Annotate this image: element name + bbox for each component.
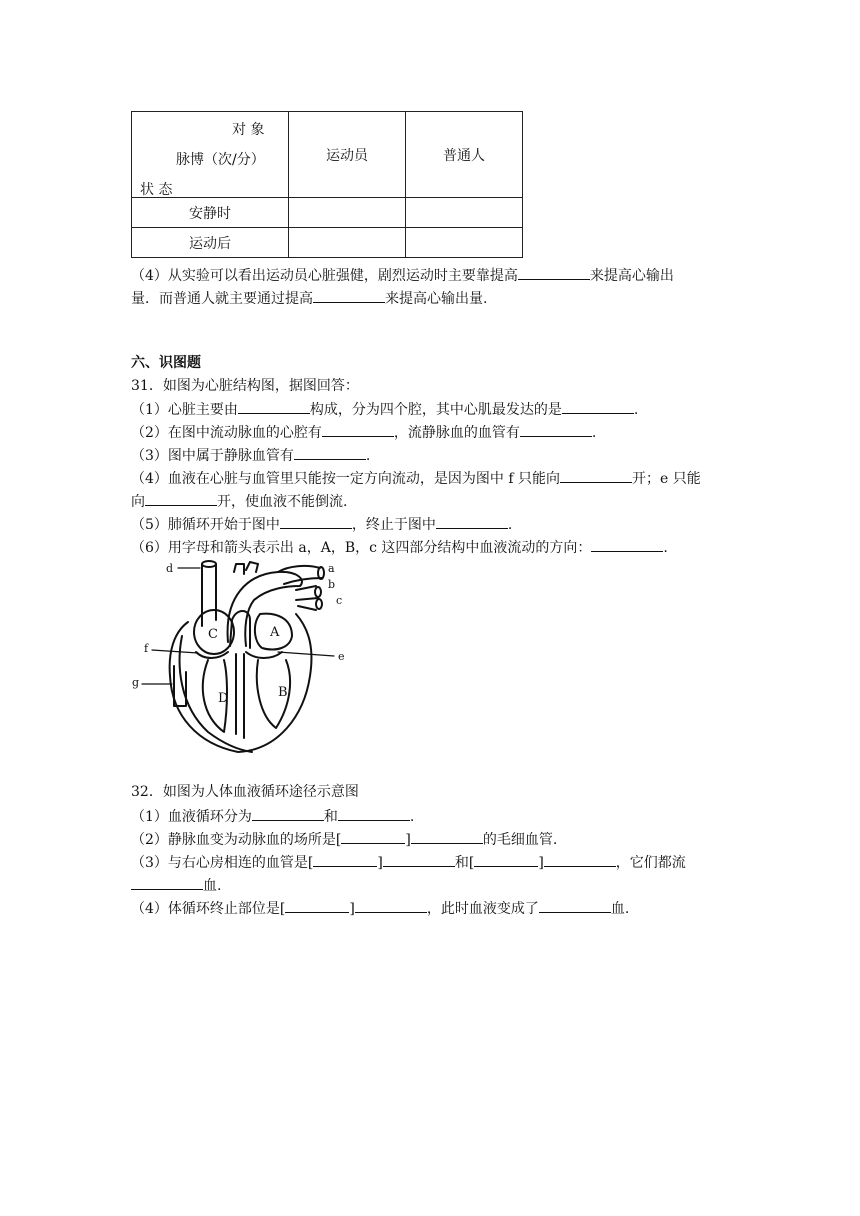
vessel-a xyxy=(278,566,322,584)
col-ordinary: 普通人 xyxy=(406,112,523,198)
answer-blank[interactable] xyxy=(280,514,352,529)
aorta xyxy=(228,572,302,646)
q30-4-line1: （4）从实验可以看出运动员心脏强健，剧烈运动时主要靠提高 来提高心输出 xyxy=(131,265,674,286)
q31-4: （4）血液在心脏与血管里只能按一定方向流动，是因为图中 f 只能向 开；e 只能 xyxy=(131,468,701,489)
section-title: 六、识图题 xyxy=(131,355,201,371)
header-state: 状 态 xyxy=(140,181,173,198)
answer-blank[interactable] xyxy=(294,445,366,460)
table-cell xyxy=(406,198,523,228)
q32-title: 32．如图为人体血液循环途径示意图 xyxy=(131,784,359,800)
q32-3-cont: 血. xyxy=(131,875,221,896)
label-f: f xyxy=(144,642,149,655)
label-D: D xyxy=(218,691,229,706)
answer-blank[interactable] xyxy=(252,806,324,821)
label-A: A xyxy=(270,625,280,640)
aortic-branches xyxy=(234,562,258,574)
answer-blank[interactable] xyxy=(562,399,634,414)
q32-1: （1）血液循环分为 和 . xyxy=(131,806,414,827)
q32-2: （2）静脉血变为动脉血的场所是[ ] 的毛细血管. xyxy=(131,829,557,850)
septum xyxy=(236,654,244,738)
label-d: d xyxy=(166,562,174,575)
answer-blank[interactable] xyxy=(131,875,203,890)
answer-blank[interactable] xyxy=(544,852,616,867)
header-object: 对 象 xyxy=(232,121,265,138)
label-C: C xyxy=(208,627,218,642)
answer-blank[interactable] xyxy=(238,399,310,414)
answer-blank[interactable] xyxy=(518,265,590,280)
row-rest: 安静时 xyxy=(132,198,289,228)
q30-4-line2: 量．而普通人就主要通过提高 来提高心输出量. xyxy=(131,288,487,309)
table-cell xyxy=(406,228,523,258)
answer-blank[interactable] xyxy=(145,491,217,506)
answer-blank[interactable] xyxy=(285,898,349,913)
table-cell xyxy=(289,198,406,228)
q31-4-cont: 向 开，使血液不能倒流. xyxy=(131,491,347,512)
q32-4: （4）体循环终止部位是[ ] ，此时血液变成了 血. xyxy=(131,898,629,919)
label-g: g xyxy=(132,676,140,689)
answer-blank[interactable] xyxy=(560,468,632,483)
answer-blank[interactable] xyxy=(313,852,377,867)
leader-f xyxy=(152,650,198,653)
answer-blank[interactable] xyxy=(341,829,405,844)
answer-blank[interactable] xyxy=(520,422,592,437)
header-pulse: 脉博（次/分） xyxy=(176,151,265,168)
answer-blank[interactable] xyxy=(383,852,455,867)
heart-diagram xyxy=(128,556,368,762)
answer-blank[interactable] xyxy=(591,537,663,552)
q31-1: （1）心脏主要由 构成，分为四个腔，其中心肌最发达的是 . xyxy=(131,399,638,420)
answer-blank[interactable] xyxy=(338,806,410,821)
answer-blank[interactable] xyxy=(474,852,538,867)
pulse-table xyxy=(131,111,523,258)
label-a: a xyxy=(328,562,335,575)
answer-blank[interactable] xyxy=(322,422,394,437)
label-c: c xyxy=(336,594,343,607)
label-B: B xyxy=(278,685,288,700)
col-athlete: 运动员 xyxy=(289,112,406,198)
answer-blank[interactable] xyxy=(411,829,483,844)
q31-2: （2）在图中流动脉血的心腔有 ，流静脉血的血管有 . xyxy=(131,422,596,443)
answer-blank[interactable] xyxy=(313,288,385,303)
leader-e xyxy=(278,652,334,656)
answer-blank[interactable] xyxy=(436,514,508,529)
answer-blank[interactable] xyxy=(539,898,611,913)
vessel-opening xyxy=(202,561,216,567)
table-header-cell xyxy=(132,112,289,198)
answer-blank[interactable] xyxy=(355,898,427,913)
vessel-opening xyxy=(315,587,321,597)
row-after: 运动后 xyxy=(132,228,289,258)
vessel-opening xyxy=(316,599,322,609)
superior-vena-cava xyxy=(202,564,216,626)
q31-3: （3）图中属于静脉血管有 . xyxy=(131,445,370,466)
label-e: e xyxy=(338,650,345,663)
label-b: b xyxy=(328,578,336,591)
q31-5: （5）肺循环开始于图中 ，终止于图中 . xyxy=(131,514,512,535)
q31-title: 31．如图为心脏结构图，据图回答： xyxy=(131,378,359,394)
q31-6: （6）用字母和箭头表示出 a，A，B，c 这四部分结构中血液流动的方向： . xyxy=(131,537,668,558)
q32-3: （3）与右心房相连的血管是[ ] 和[ ] ，它们都流 xyxy=(131,852,686,873)
table-cell xyxy=(289,228,406,258)
